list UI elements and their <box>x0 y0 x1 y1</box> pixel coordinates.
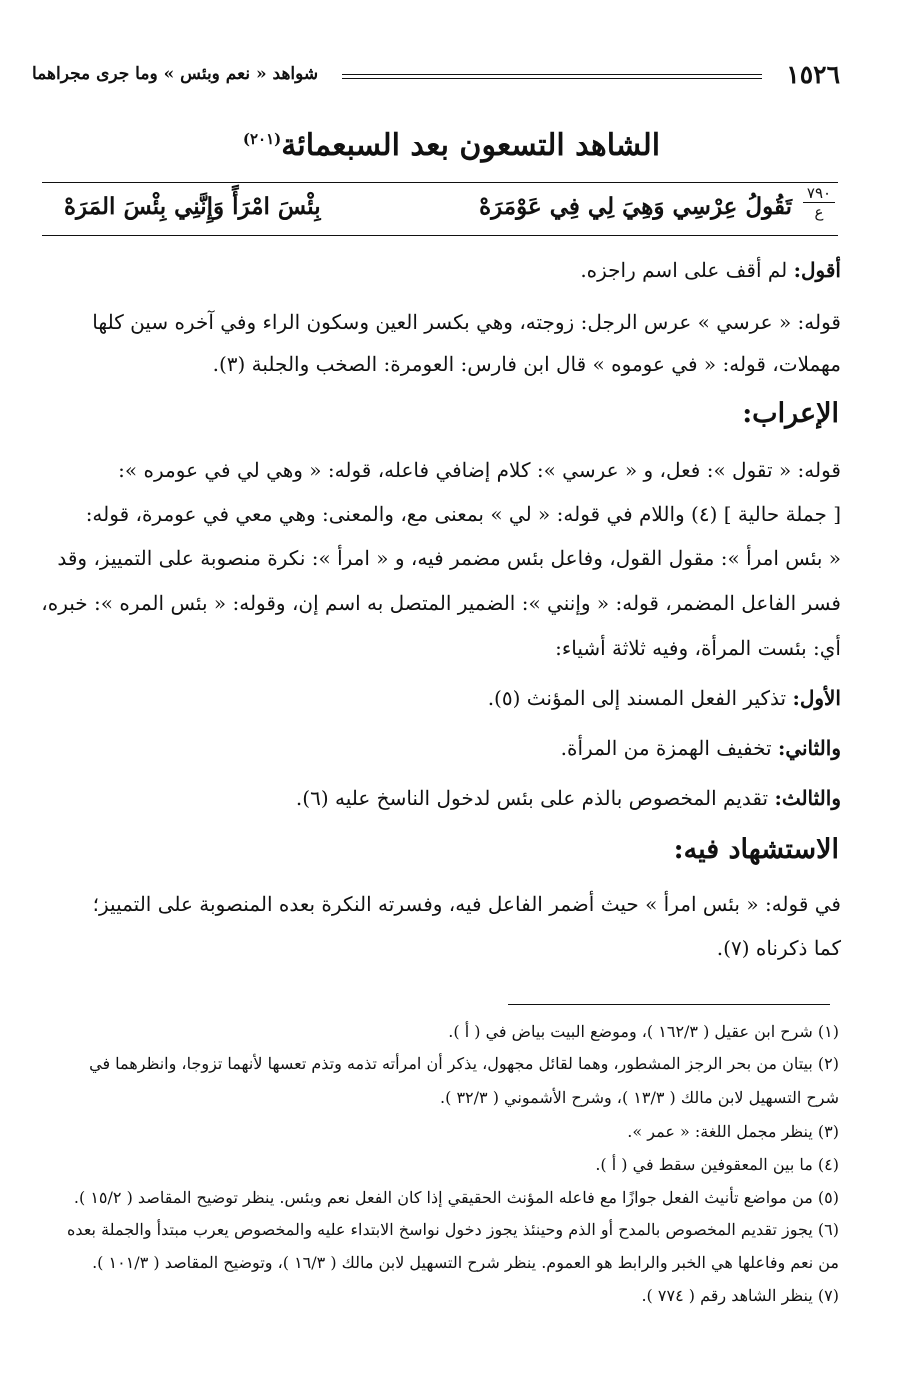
irab-heading: الإعراب: <box>742 398 839 429</box>
footnote-1: (١) شرح ابن عقيل ( ١٦٢/٣ )، وموضع البيت بياض في ( أ ). <box>448 1022 839 1041</box>
footnote-6-cont: من نعم وفاعلها هي الخبر والرابط هو العموم. ينظر شرح التسهيل لابن مالك ( ١٦/٣ )، وتوضيح المقاصد ( ١٠١/٣ ). <box>92 1253 839 1272</box>
chapter-title <box>0 128 903 163</box>
istishhad-heading: الاستشهاد فيه: <box>673 834 839 865</box>
irab-second-point <box>561 736 841 760</box>
irab-first-text: تذكير الفعل المسند إلى المؤنث (٥). <box>487 686 787 710</box>
footnote-2-cont: شرح التسهيل لابن مالك ( ١٣/٣ )، وشرح الأشموني ( ٣٢/٣ ). <box>440 1088 839 1107</box>
vocab-line-1: قوله: « عرسي » عرس الرجل: زوجته، وهي بكسر العين وسكون الراء وفي آخره سين كلها <box>92 310 841 334</box>
verse-number-value: ٧٩٠ <box>806 184 832 202</box>
running-title: شواهد « نعم وبئس » وما جرى مجراهما <box>32 64 319 84</box>
irab-first-label: الأول: <box>792 686 841 710</box>
verse-second-hemistich: بِئْسَ امْرَأً وَإِنَّنِي بِئْسَ المَرَهْ <box>64 193 321 220</box>
footnote-5: (٥) من مواضع تأنيث الفعل جوازًا مع فاعله المؤنث الحقيقي إذا كان الفعل نعم وبئس. ينظر توضيح المقاصد ( ١٥/٢ ). <box>73 1188 839 1207</box>
chapter-footnote-ref: (٢٠١) <box>242 130 282 148</box>
irab-third-text: تقديم المخصوص بالذم على بئس لدخول الناسخ عليه (٦). <box>295 786 769 810</box>
footnote-7: (٧) ينظر الشاهد رقم ( ٧٧٤ ). <box>641 1286 839 1305</box>
page-number: ١٥٢٦ <box>786 60 840 89</box>
footnote-separator <box>508 1004 830 1005</box>
verse-meter: ع <box>814 203 824 221</box>
irab-line-2: [ جملة حالية ] (٤) واللام في قوله: « لي » بمعنى مع، والمعنى: وهي معي في عومرة، قوله: <box>85 502 841 526</box>
chapter-title-text: الشاهد التسعون بعد السبعمائة <box>281 128 661 163</box>
irab-second-text: تخفيف الهمزة من المرأة. <box>560 736 772 760</box>
footnote-3: (٣) ينظر مجمل اللغة: « عمر ». <box>627 1122 839 1141</box>
irab-line-5: أي: بئست المرأة، وفيه ثلاثة أشياء: <box>555 636 841 660</box>
running-header <box>32 62 840 92</box>
irab-line-3: « بئس امرأ »: مقول القول، وفاعل بئس مضمر فيه، و « امرأ »: نكرة منصوبة على التمييز، وقد <box>57 546 841 570</box>
istishhad-line-1: في قوله: « بئس امرأ » حيث أضمر الفاعل فيه، وفسرته النكرة بعده المنصوبة على التمييز؛ <box>92 892 841 916</box>
istishhad-line-2: كما ذكرناه (٧). <box>716 936 841 960</box>
irab-first-point <box>488 686 841 710</box>
aqul-text: لم أقف على اسم راجزه. <box>580 258 788 282</box>
header-rule <box>342 74 762 79</box>
irab-second-label: والثاني: <box>777 736 841 760</box>
aqul-label: أقول: <box>793 258 841 282</box>
footnote-6: (٦) يجوز تقديم المخصوص بالمدح أو الذم وحينئذ يجوز دخول نواسخ الابتداء عليه والمخصوص يعرب مبتدأ والجملة بعده <box>67 1220 839 1239</box>
vocab-line-2: مهملات، قوله: « في عوموه » قال ابن فارس: العومرة: الصخب والجلبة (٣). <box>212 352 841 376</box>
verse-first-hemistich: تَقُولُ عِرْسِي وَهِيَ لِي فِي عَوْمَرَهْ <box>479 193 792 220</box>
footnote-4: (٤) ما بين المعقوفين سقط في ( أ ). <box>595 1155 839 1174</box>
footnote-2: (٢) بيتان من بحر الرجز المشطور، وهما لقائل مجهول، يذكر أن امرأته تذمه وتذم تعسها لأنهما تزوجا، وانظرهما في <box>89 1054 839 1073</box>
verse-box <box>42 182 838 236</box>
verse-number <box>802 185 836 220</box>
irab-line-1: قوله: « تقول »: فعل، و « عرسي »: كلام إضافي فاعله، قوله: « وهي لي في عومره »: <box>118 458 841 482</box>
irab-line-4: فسر الفاعل المضمر، قوله: « وإنني »: الضمير المتصل به اسم إن، وقوله: « بئس المره »: خبره، <box>41 591 841 615</box>
irab-third-label: والثالث: <box>774 786 841 810</box>
irab-third-point <box>296 786 841 810</box>
aqul-paragraph <box>580 258 841 282</box>
